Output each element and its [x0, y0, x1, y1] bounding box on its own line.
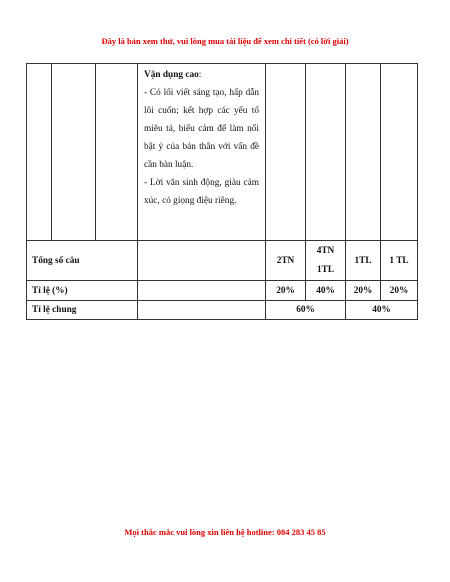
count-cell [306, 241, 346, 281]
table-cell [346, 64, 381, 241]
table-cell [266, 64, 306, 241]
table-cell [381, 64, 418, 241]
table-cell [306, 64, 346, 241]
table-cell [138, 301, 266, 320]
ratio-cell: 20% [346, 281, 381, 301]
total-questions-row [27, 241, 418, 281]
count-line: 4TN [316, 245, 335, 256]
count-cell: 1TL [346, 241, 381, 281]
overall-ratio-cell: 60% [266, 301, 346, 320]
row-label: Tỉ lệ (%) [27, 281, 138, 301]
description-line: - Có lối viết sáng tạo, hấp dẫn lôi cuốn; kết hợp các yếu tố miêu tả, biểu cảm để làm nổi bật ý của bản thân với vấn đề cần bàn luận. [144, 88, 259, 170]
row-label: Tổng số câu [27, 241, 138, 281]
table-row [27, 64, 418, 241]
table-cell [52, 64, 96, 241]
row-label: Tỉ lệ chung [27, 301, 138, 320]
count-cell: 2TN [266, 241, 306, 281]
table-cell [138, 281, 266, 301]
count-cell: 1 TL [381, 241, 418, 281]
hotline-banner: Mọi thắc mắc vui lòng xin liên hệ hotline: 084 283 45 85 [124, 527, 326, 537]
ratio-row [27, 281, 418, 301]
ratio-cell: 20% [266, 281, 306, 301]
ratio-cell: 40% [306, 281, 346, 301]
count-line: 1TL [316, 264, 335, 275]
description-line: - Lời văn sinh động, giàu cảm xúc, có giọng điệu riêng. [144, 178, 259, 206]
preview-banner: Đây là bản xem thử, vui lòng mua tài liệu để xem chi tiết (có lời giải) [101, 36, 349, 46]
table-cell [138, 241, 266, 281]
ratio-cell: 20% [381, 281, 418, 301]
overall-ratio-row [27, 301, 418, 320]
heading-colon: : [198, 70, 202, 80]
level-heading: Vận dụng cao [144, 70, 199, 80]
exam-matrix-table [26, 63, 418, 320]
description-cell [138, 64, 266, 241]
table-cell [96, 64, 138, 241]
table-cell [27, 64, 52, 241]
overall-ratio-cell: 40% [346, 301, 418, 320]
